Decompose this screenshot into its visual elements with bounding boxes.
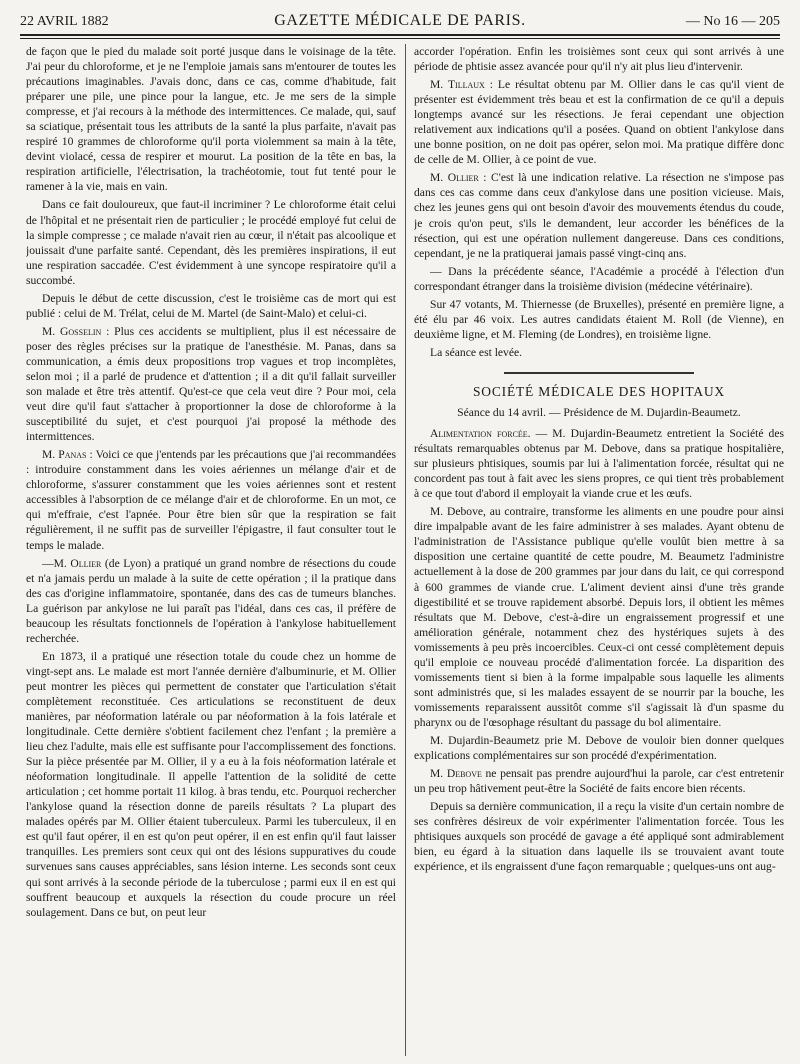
paragraph-text: : Le résultat obtenu par M. Ollier dans le cas qu'il vient de présenter est évidemment très beau et est la confirmation de ce qu'il a depuis longtemps avancé sur les résections. Je ferai cependant une objection relativement aux indications qu'il a posées. Quand on obtient l'ankylose dans une bonne position, on ne doit pas opérer, selon moi. Ma pratique diffère donc de celle de M. Ollier, à ce point de vue. <box>414 78 784 167</box>
paragraph-text: — M. Dujardin-Beaumetz entretient la Société des résultats remarquables obtenus par M. Debove, dans sa pratique hospitalière, sur plusieurs phtisiques, soumis par lui à l'alimentation forcée, résultat qui ne concordent pas tout à fait avec les siens propres, ce qui tient très probablement à ce que tout d'abord il employait la viande crue et les œufs. <box>414 427 784 501</box>
page-number: 205 <box>759 14 780 29</box>
left-column <box>26 44 396 1058</box>
paragraph: — Dans la précédente séance, l'Académie a procédé à l'élection d'un correspondant étranger dans la troisième division (médecine vétérinaire). <box>414 264 784 293</box>
paragraph <box>26 447 396 552</box>
paragraph <box>26 556 396 646</box>
speaker-name: M. Ollier <box>430 171 479 185</box>
issue-number: — No 16 — <box>685 14 756 29</box>
column-divider <box>405 44 406 1056</box>
section-separator <box>504 372 694 374</box>
paragraph: Sur 47 votants, M. Thiernesse (de Bruxelles), présenté en première ligne, a été élu par 46 voix. Les autres candidats étaient M. Roll (de Vienne), en deuxième ligne, et M. Fleming (de Londres), en troisième ligne. <box>414 297 784 341</box>
speaker-name: M. Tillaux <box>430 78 485 92</box>
paragraph-text: : Plus ces accidents se multiplient, plus il est nécessaire de poser des règles précises sur la pratique de l'anesthésie. M. Panas, dans sa communication, a émis deux propositions trop vagues et trop incomplètes, selon moi ; il a parlé de prudence et d'attention ; il a dit qu'il fallait surveiller son malade et être très attentif. Qu'est-ce que cela veut dire ? Pour moi, cela veut dire qu'il faut s'attacher à proportionner la dose de chloroforme à la susceptibilité du sujet, et c'est pourquoi j'ai proposé la méthode des intermittences. <box>26 324 396 444</box>
paragraph <box>414 426 784 501</box>
paragraph-text: (de Lyon) a pratiqué un grand nombre de résections du coude et n'a jamais perdu un malade à la suite de cette opération ; il la pratique dans des cas d'origine inflammatoire, spontanée, dans des cas de tumeurs blanches. La guérison par ankylose ne lui paraît pas l'idéal, dans ces cas, il préfère de beaucoup les résultats fonctionnels de l'opération à l'ankylose habituellement recherchée. <box>26 556 396 645</box>
section-subtitle: Séance du 14 avril. — Présidence de M. Dujardin-Beaumetz. <box>457 405 741 419</box>
paragraph <box>414 170 784 260</box>
paragraph-text: : C'est là une indication relative. La résection ne s'impose pas dans ces cas comme dans ceux d'ankylose dans une position vicieuse. Mais, chez les jeunes gens qui ont besoin d'avoir des mouvements étendus du coude, je crois qu'on peut, s'ils le demandent, leur accorder les bénéfices de la résection, qui est une opération nullement dangereuse. Dans ces conditions, cependant, je ne la pratiquerai jamais passé vingt-cinq ans. <box>414 171 784 260</box>
header-rule <box>20 34 780 36</box>
paragraph-text: ne pensait pas prendre aujourd'hui la parole, car c'est entretenir un peu trop hâtivement peut-être la Société de faits encore bien récents. <box>414 767 784 796</box>
paragraph <box>414 77 784 167</box>
speaker-name: —M. Ollier <box>42 556 102 570</box>
paragraph: Dans ce fait douloureux, que faut-il incriminer ? Le chloroforme était celui de l'hôpital et ne présentait rien de particulier ; le procédé employé fut celui de la simple compresse ; ce malade n'avait rien au cœur, il n'était pas alcoolique et jouissait d'une parfaite santé. Cependant, dès les premières inspirations, il eut une respiration saccadée. C'est évidemment à une syncope respiratoire qu'il a succombé. <box>26 198 396 287</box>
paragraph: Depuis le début de cette discussion, c'est le troisième cas de mort qui est publié : celui de M. Trélat, celui de M. Martel (de Saint-Malo) et celui-ci. <box>26 291 396 320</box>
header-date: 22 AVRIL 1882 <box>20 14 109 29</box>
page-header <box>20 10 780 34</box>
paragraph-text: : Voici ce que j'entends par les précautions que j'ai recommandées : introduire constamment dans les voies aériennes un mélange d'air et de chloroforme, s'assurer constamment que les voies aériennes sont et restent accessibles à l'absorption de ce mélange d'air et de chloroforme. En un mot, ce qui m'effraie, c'est l'apnée. Pour être bien sûr que la respiration se fait régulièrement, il ne suffit pas de surveiller l'épigastre, il faut consulter tout le temps le malade. <box>26 448 396 552</box>
paragraph <box>26 324 396 444</box>
paragraph: accorder l'opération. Enfin les troisièmes sont ceux qui sont arrivés à une période de phtisie assez avancée pour qu'il n'y ait plus lieu d'intervenir. <box>414 45 784 74</box>
paragraph <box>414 766 784 796</box>
paragraph: M. Debove, au contraire, transforme les aliments en une poudre pour ainsi dire impalpable avant de les faire administrer à ses malades. Ayant obtenu de l'administration de l'Assistance publique qu'elle voulût bien mettre à sa disposition une certaine quantité de cette poudre, M. Beaumetz l'administre actuellement à la dose de 200 grammes par jour dans du lait, ce qui correspond à 600 grammes de viande crue. L'aliment devient ainsi d'une très grande digestibilité et se trouve rapidement absorbé. Depuis lors, il obtient les mêmes résultats que M. Debove, c'est-à-dire un engraissement progressif et une amélioration générale, notamment chez des hystériques sujets à des vomissements à peu près incoercibles. Ceux-ci ont cessé complètement depuis qu'il emploie ce nouveau procédé d'alimentation forcée. La disparition des vomissements tient si bien à la forme impalpable sous laquelle les aliments sont administrés que, si les malades essayent de se nourrir par la bouche, les vomissements reparaissent aussitôt comme s'il s'agissait là d'un spasme du pharynx ou de l'œsophage résultant du passage du bol alimentaire. <box>414 505 784 729</box>
paragraph: de façon que le pied du malade soit porté jusque dans le voisinage de la tête. J'ai peur du chloroforme, et je ne l'emploie jamais sans m'entourer de toutes les précautions imaginables. J'avais donc, dans ce cas, comme d'habitude, fait préparer une pile, une pince pour la langue, etc. Je me sers de la simple compresse, et j'ai recours à la méthode des intermittences. Ce malade, qui, sauf sa sciatique, présentait tous les attributs de la santé la plus parfaite, n'avait pas respiré 10 grammes de chloroforme qu'il porta violemment sa main à la tête, devint violacé, cessa de respirer et mourut. La position de la tête en bas, la respiration artificielle, l'électrisation, la trachéotomie, tout fut tenté pour le ramener à la vie, mais en vain. <box>26 45 396 194</box>
section-title: SOCIÉTÉ MÉDICALE DES HOPITAUX <box>473 383 725 399</box>
paragraph: Depuis sa dernière communication, il a reçu la visite d'un certain nombre de ses confrères désireux de voir expérimenter l'alimentation forcée. Tous les phtisiques auxquels son procédé de gavage a été appliqué sont admirablement bien, eu égard à la situation dans laquelle ils se trouvaient avant toute expérience, et ils engraissent d'une façon remarquable ; quelques-uns ont aug- <box>414 800 784 874</box>
rubric-lead: Alimentation forcée. <box>430 427 531 441</box>
right-column <box>414 44 784 1058</box>
paragraph: La séance est levée. <box>430 345 523 359</box>
header-rule-thin <box>20 38 780 39</box>
paragraph: En 1873, il a pratiqué une résection totale du coude chez un homme de vingt-sept ans. Le malade est mort l'année dernière d'albuminurie, et M. Ollier peut montrer les pièces qui permettent de constater que l'articulation s'était complètement reconstituée. Ces articulations se reconstituent de deux manières, par néoformation latérale ou par néoformation à la fois latérale et longitudinale. Cette dernière s'obtient facilement chez l'enfant ; la première a lieu chez l'adulte, mais elle est suffisante pour l'accomplissement des fonctions. Sur la pièce présentée par M. Ollier, il y a eu à la fois néoformation latérale et néoformation longitudinale. Il appelle l'attention de la solidité de cette articulation ; cet homme portait 11 kilog. à bras tendu, etc. Pourquoi rechercher l'ankylose quand la résection donne de pareils résultats ? La plupart des malades opérés par M. Ollier étaient tuberculeux. Parmi les tuberculeux, il en est qu'il faut opérer, il en est qu'on peut opérer, il en est enfin qu'il faut laisser tranquilles. Les premiers sont ceux qui ont des lésions suppuratives du coude survenues sans causes appréciables, sans lésion interne. Les seconds sont ceux qui sont arrivés à la seconde période de la tuberculose ; parmi eux il en est qui souffrent beaucoup et auxquels la résection du coude procure un réel soulagement. Dans ce but, on peut leur <box>26 649 396 919</box>
speaker-name: M. Debove <box>430 767 482 781</box>
paragraph: M. Dujardin-Beaumetz prie M. Debove de vouloir bien donner quelques explications complémentaires sur son procédé d'expérimentation. <box>414 733 784 763</box>
issue-and-page <box>686 14 780 30</box>
speaker-name: M. Panas <box>42 448 87 462</box>
speaker-name: M. Gosselin <box>42 324 102 338</box>
journal-title: GAZETTE MÉDICALE DE PARIS. <box>274 12 526 29</box>
